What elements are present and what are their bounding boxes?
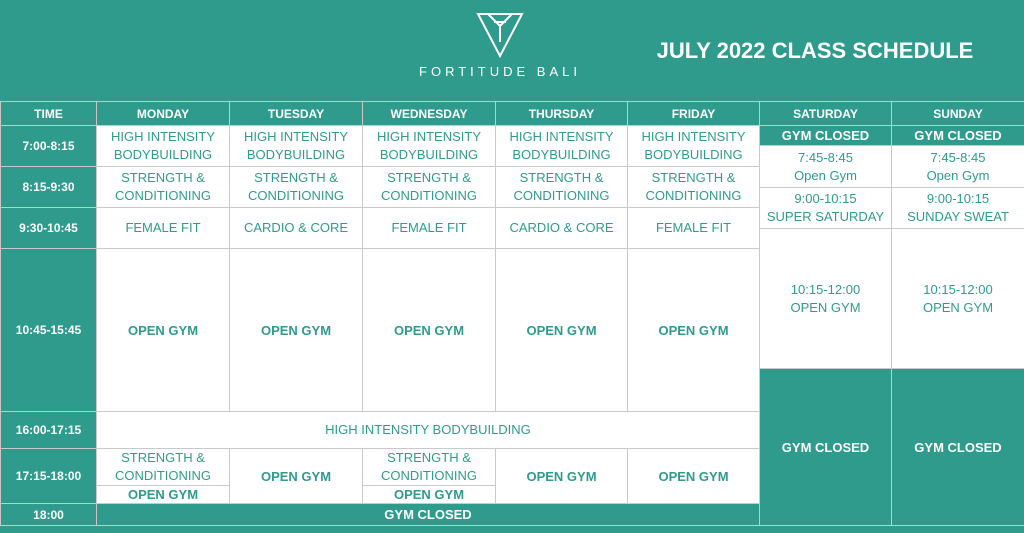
tue-sc [230,167,363,208]
col-tuesday: TUESDAY [230,102,363,126]
col-sunday: SUNDAY [892,102,1024,126]
sun-late-closed: GYM CLOSED [892,369,1024,526]
class-line: CONDITIONING [380,188,478,203]
class-line: STRENGTH & [387,450,471,465]
sun-gym-closed: GYM CLOSED [892,126,1024,146]
class-line: STRENGTH & [387,170,471,185]
slot-time: 9:00-10:15 [926,191,990,206]
class-line: STRENGTH & [121,450,205,465]
col-monday: MONDAY [97,102,230,126]
tue-cardio-core: CARDIO & CORE [230,208,363,249]
col-saturday: SATURDAY [760,102,892,126]
wed-hib [363,126,496,167]
slot-time: 10:15-12:00 [923,281,993,297]
sat-slot2 [760,188,892,229]
wed-open-gym: OPEN GYM [363,249,496,412]
mon-sc [97,167,230,208]
fri-sc [628,167,760,208]
fri-open-gym: OPEN GYM [628,249,760,412]
weekday-hib: HIGH INTENSITY BODYBUILDING [97,412,760,449]
class-line: BODYBUILDING [512,147,611,162]
tue-open-gym: OPEN GYM [230,249,363,412]
class-line: BODYBUILDING [113,147,213,162]
time-17-15: 17:15-18:00 [1,449,97,504]
logo [400,12,600,87]
slot-time: 9:00-10:15 [794,191,857,206]
mon-female-fit: FEMALE FIT [97,208,230,249]
class-line: CONDITIONING [513,188,610,203]
tue-hib [230,126,363,167]
class-line: STRENGTH & [254,170,338,185]
fri-female-fit: FEMALE FIT [628,208,760,249]
brand-name: FORTITUDE BALI [419,64,581,79]
mon-open-gym-evening: OPEN GYM [97,486,230,504]
thu-open-gym-evening: OPEN GYM [496,449,628,504]
wed-female-fit: FEMALE FIT [363,208,496,249]
mon-open-gym: OPEN GYM [97,249,230,412]
class-line: HIGH INTENSITY [641,129,746,144]
slot-name: Open Gym [926,167,990,183]
tue-open-gym-evening: OPEN GYM [230,449,363,504]
class-line: CONDITIONING [645,188,742,203]
slot-time: 10:15-12:00 [790,281,861,297]
time-10-45: 10:45-15:45 [1,249,97,412]
time-7-00: 7:00-8:15 [1,126,97,167]
class-line: STRENGTH & [121,170,205,185]
slot-name: SUPER SATURDAY [766,209,885,224]
slot-time: 7:45-8:45 [798,149,853,165]
class-line: BODYBUILDING [246,147,346,162]
wed-sc-evening [363,449,496,486]
col-thursday: THURSDAY [496,102,628,126]
fri-hib [628,126,760,167]
col-friday: FRIDAY [628,102,760,126]
table-row [1,126,1024,146]
class-line: STRENGTH & [519,170,604,185]
class-line: CONDITIONING [380,468,478,483]
slot-name: OPEN GYM [922,299,994,315]
schedule-table [0,101,1024,526]
class-line: CONDITIONING [114,468,212,483]
slot-name: Open Gym [794,167,857,183]
sun-slot3 [892,229,1024,369]
class-line: BODYBUILDING [379,147,479,162]
thu-sc [496,167,628,208]
class-line: CONDITIONING [247,188,345,203]
sat-gym-closed: GYM CLOSED [760,126,892,146]
class-line: BODYBUILDING [644,147,743,162]
sun-slot1 [892,146,1024,188]
fri-open-gym-evening: OPEN GYM [628,449,760,504]
sat-slot1 [760,146,892,188]
header-row [1,102,1024,126]
class-line: CONDITIONING [114,188,212,203]
slot-name: SUNDAY SWEAT [907,209,1009,224]
slot-time: 7:45-8:45 [930,149,986,165]
sat-slot3 [760,229,892,369]
mon-sc-evening [97,449,230,486]
class-line: HIGH INTENSITY [376,129,481,144]
sun-slot2 [892,188,1024,229]
col-time: TIME [1,102,97,126]
thu-hib [496,126,628,167]
time-9-30: 9:30-10:45 [1,208,97,249]
slot-name: OPEN GYM [790,299,861,315]
mon-hib [97,126,230,167]
class-line: HIGH INTENSITY [509,129,614,144]
weekday-gym-closed: GYM CLOSED [97,504,760,526]
thu-open-gym: OPEN GYM [496,249,628,412]
class-line: HIGH INTENSITY [110,129,215,144]
wed-sc [363,167,496,208]
time-18-00: 18:00 [1,504,97,526]
class-line: HIGH INTENSITY [243,129,348,144]
thu-cardio-core: CARDIO & CORE [496,208,628,249]
page-title: JULY 2022 CLASS SCHEDULE [656,38,974,63]
wed-open-gym-evening: OPEN GYM [363,486,496,504]
fortitude-logo-icon [476,12,524,58]
header [0,0,1024,101]
col-wednesday: WEDNESDAY [363,102,496,126]
time-8-15: 8:15-9:30 [1,167,97,208]
sat-late-closed: GYM CLOSED [760,369,892,526]
time-16-00: 16:00-17:15 [1,412,97,449]
class-line: STRENGTH & [651,170,736,185]
